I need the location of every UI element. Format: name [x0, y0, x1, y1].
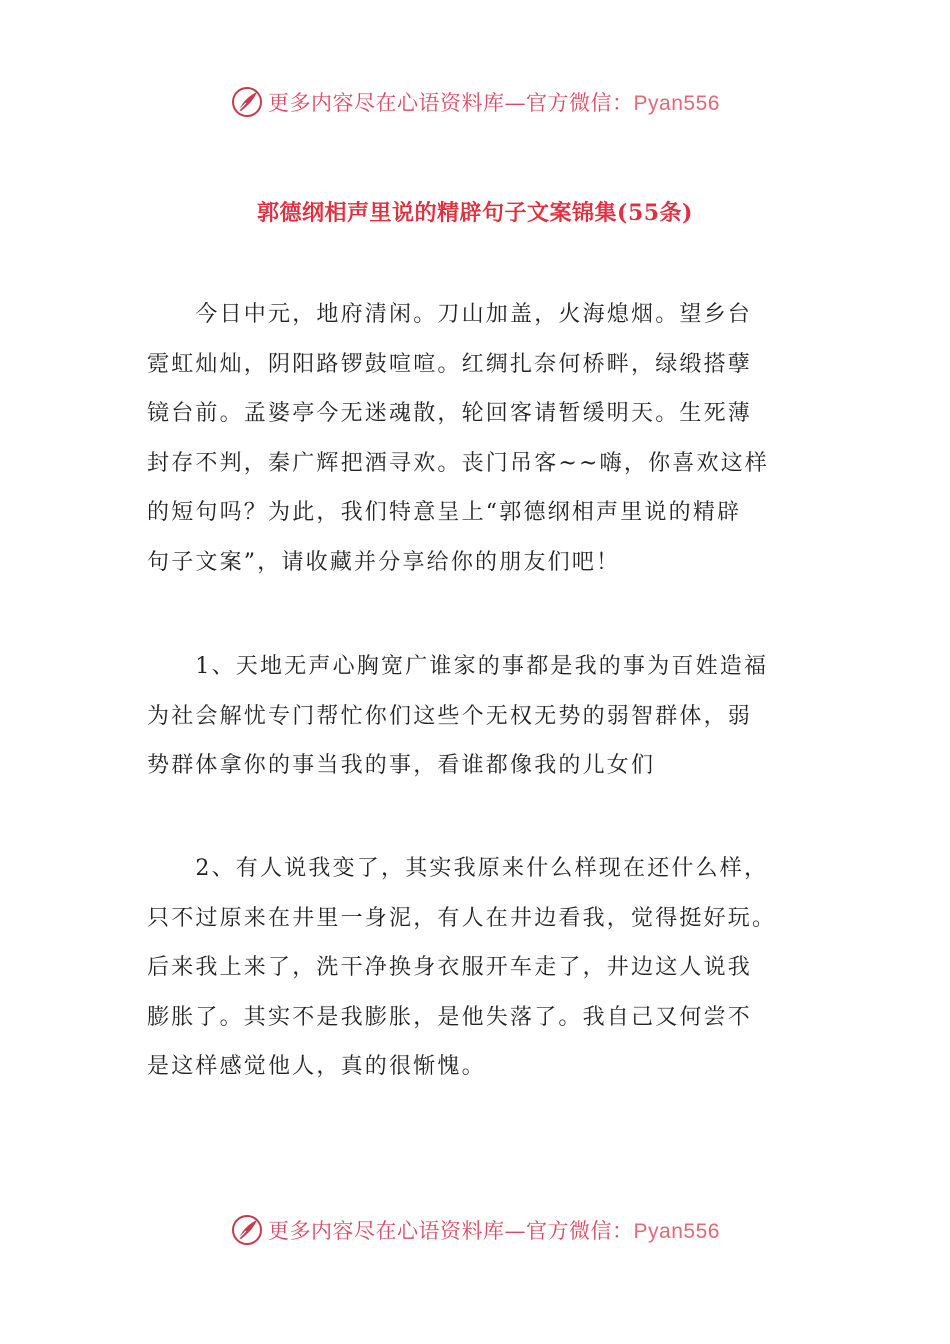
quote-paragraph-2 — [147, 844, 807, 1092]
quote-paragraph-1 — [147, 642, 807, 791]
text-line: 封存不判，秦广辉把酒寻欢。丧门吊客~~嗨，你喜欢这样 — [147, 450, 770, 476]
footer-banner — [0, 1210, 950, 1250]
text-line: 只不过原来在井里一身泥，有人在井边看我，觉得挺好玩。 — [147, 905, 777, 931]
text-line: 句子文案”，请收藏并分享给你的朋友们吧！ — [147, 549, 621, 575]
quill-pen-logo-icon — [230, 85, 264, 119]
wechat-handle: Pyan556 — [633, 92, 720, 115]
text-line: 是这样感觉他人，真的很惭愧。 — [147, 1054, 486, 1079]
banner-text: 更多内容尽在心语资料库—官方微信：Pyan556 — [268, 1219, 720, 1243]
text-line: 后来我上来了，洗干净换身衣服开车走了，井边这人说我 — [147, 955, 753, 980]
text-line: 2、有人说我变了，其实我原来什么样现在还什么样， — [147, 856, 769, 881]
text-line: 今日中元，地府清闲。刀山加盖，火海熄烟。望乡台 — [147, 302, 753, 327]
intro-paragraph — [147, 290, 807, 587]
text-line: 镜台前。孟婆亭今无迷魂散，轮回客请暂缓明天。生死薄 — [147, 401, 753, 426]
text-line: 1、天地无声心胸宽广谁家的事都是我的事为百姓造福 — [147, 654, 769, 679]
wechat-handle: Pyan556 — [633, 1220, 720, 1243]
header-banner — [0, 82, 950, 122]
text-line: 的短句吗？为此，我们特意呈上“郭德纲相声里说的精辟 — [147, 500, 742, 525]
document-title: 郭德纲相声里说的精辟句子文案锦集(55条) — [257, 200, 693, 226]
text-line: 为社会解忧专门帮忙你们这些个无权无势的弱智群体，弱 — [147, 703, 753, 729]
text-line: 势群体拿你的事当我的事，看谁都像我的儿女们 — [147, 753, 656, 778]
text-line: 膨胀了。其实不是我膨胀，是他失落了。我自己又何尝不 — [147, 1004, 753, 1030]
banner-text: 更多内容尽在心语资料库—官方微信：Pyan556 — [268, 91, 720, 115]
text-line: 霓虹灿灿，阴阳路锣鼓喧喧。红绸扎奈何桥畔，绿缎搭孽 — [147, 351, 753, 377]
quill-pen-logo-icon — [230, 1213, 264, 1247]
